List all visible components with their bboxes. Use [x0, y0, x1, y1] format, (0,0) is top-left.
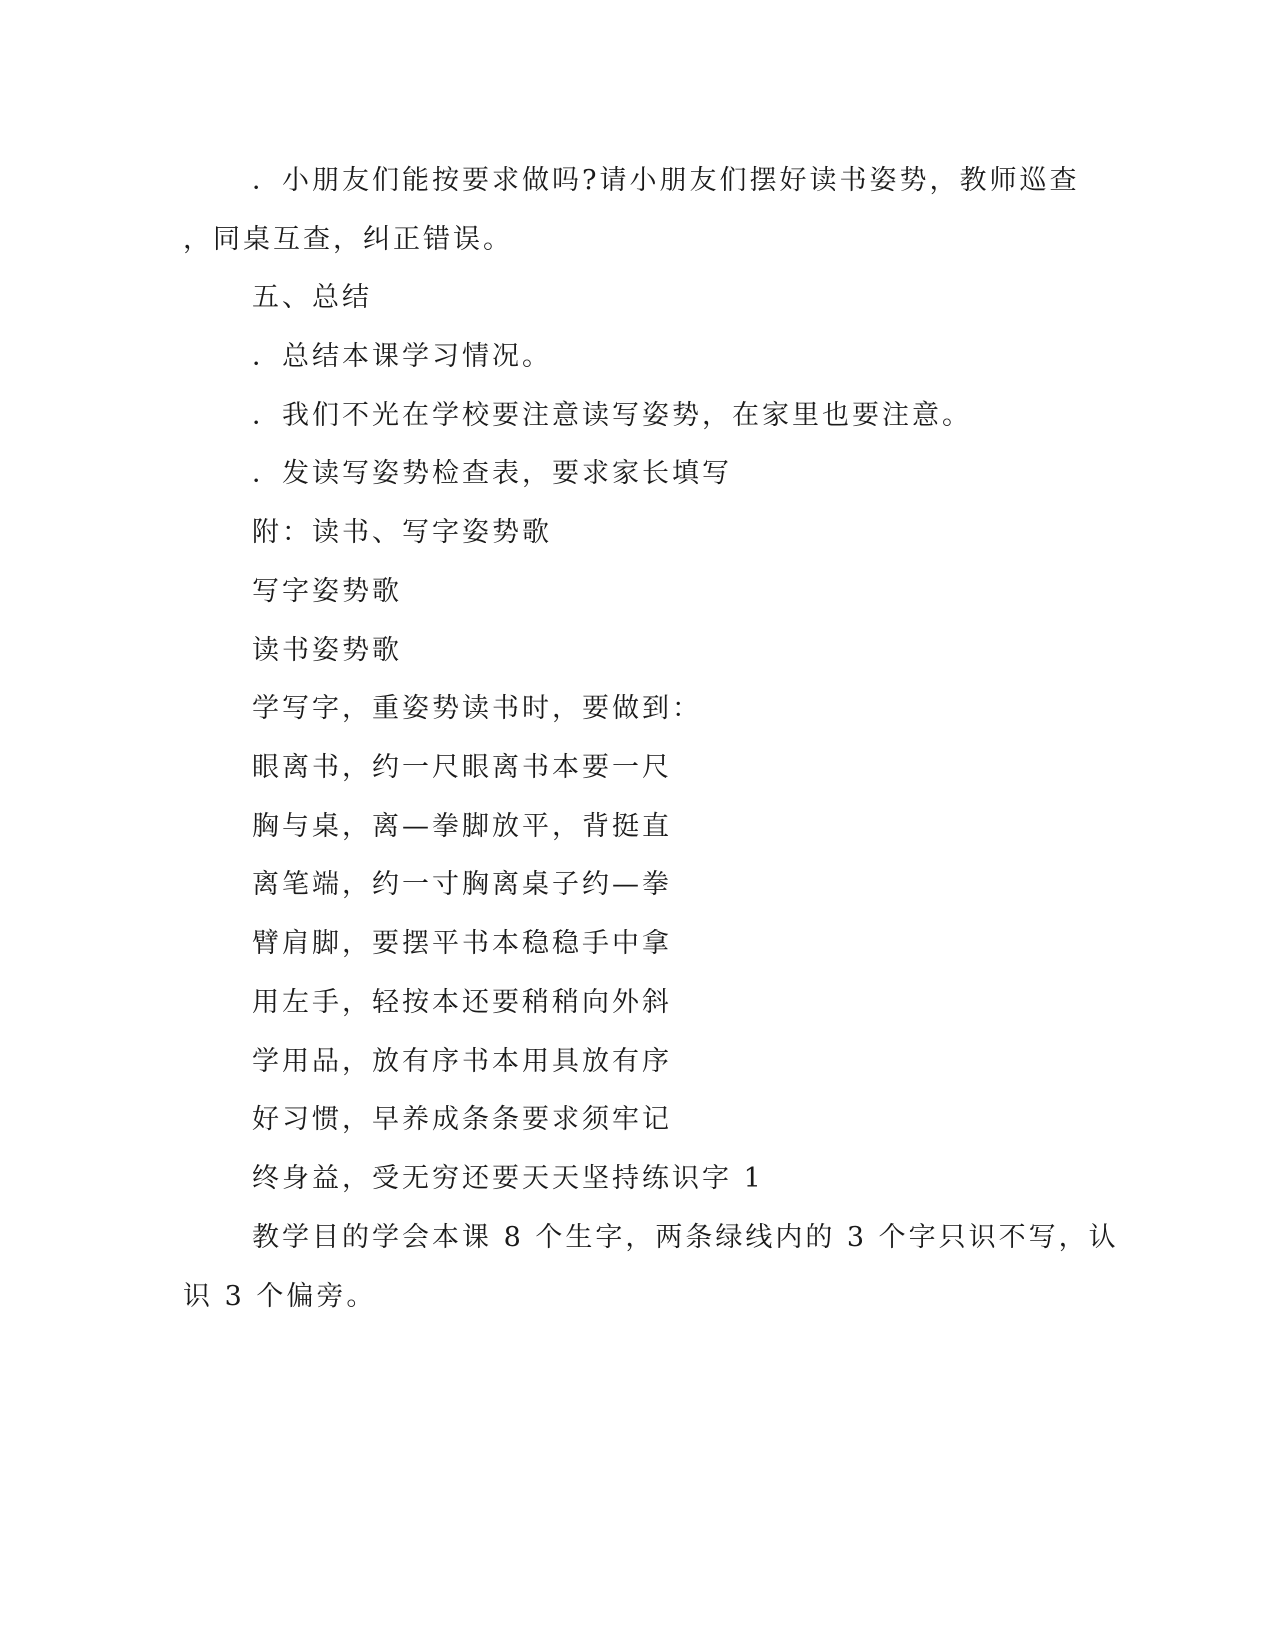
paragraph-line: ．总结本课学习情况。 — [252, 341, 552, 372]
song-line: 好习惯，早养成条条要求须牢记 — [252, 1104, 672, 1135]
song-title: 写字姿势歌 — [252, 576, 402, 607]
song-line: 学用品，放有序书本用具放有序 — [252, 1046, 672, 1077]
paragraph-line: ，同桌互查，纠正错误。 — [183, 224, 513, 255]
song-line: 用左手，轻按本还要稍稍向外斜 — [252, 987, 672, 1018]
paragraph-line: 识 3 个偏旁。 — [183, 1281, 377, 1312]
song-line: 终身益，受无穷还要天天坚持练识字 1 — [252, 1163, 764, 1194]
paragraph-line: ．我们不光在学校要注意读写姿势，在家里也要注意。 — [252, 400, 972, 431]
song-line: 胸与桌，离—拳脚放平，背挺直 — [252, 811, 672, 842]
section-heading: 五、总结 — [252, 282, 372, 313]
song-line: 离笔端，约一寸胸离桌子约—拳 — [252, 869, 672, 900]
paragraph-line: 教学目的学会本课 8 个生字，两条绿线内的 3 个字只识不写，认 — [252, 1222, 1119, 1253]
song-line: 眼离书，约一尺眼离书本要一尺 — [252, 752, 672, 783]
paragraph-line: ．小朋友们能按要求做吗?请小朋友们摆好读书姿势，教师巡查 — [252, 165, 1080, 196]
paragraph-line: ．发读写姿势检查表，要求家长填写 — [252, 458, 732, 489]
song-line: 学写字，重姿势读书时，要做到： — [252, 693, 702, 724]
appendix-title: 附：读书、写字姿势歌 — [252, 517, 552, 548]
song-line: 臂肩脚，要摆平书本稳稳手中拿 — [252, 928, 672, 959]
song-title: 读书姿势歌 — [252, 635, 402, 666]
